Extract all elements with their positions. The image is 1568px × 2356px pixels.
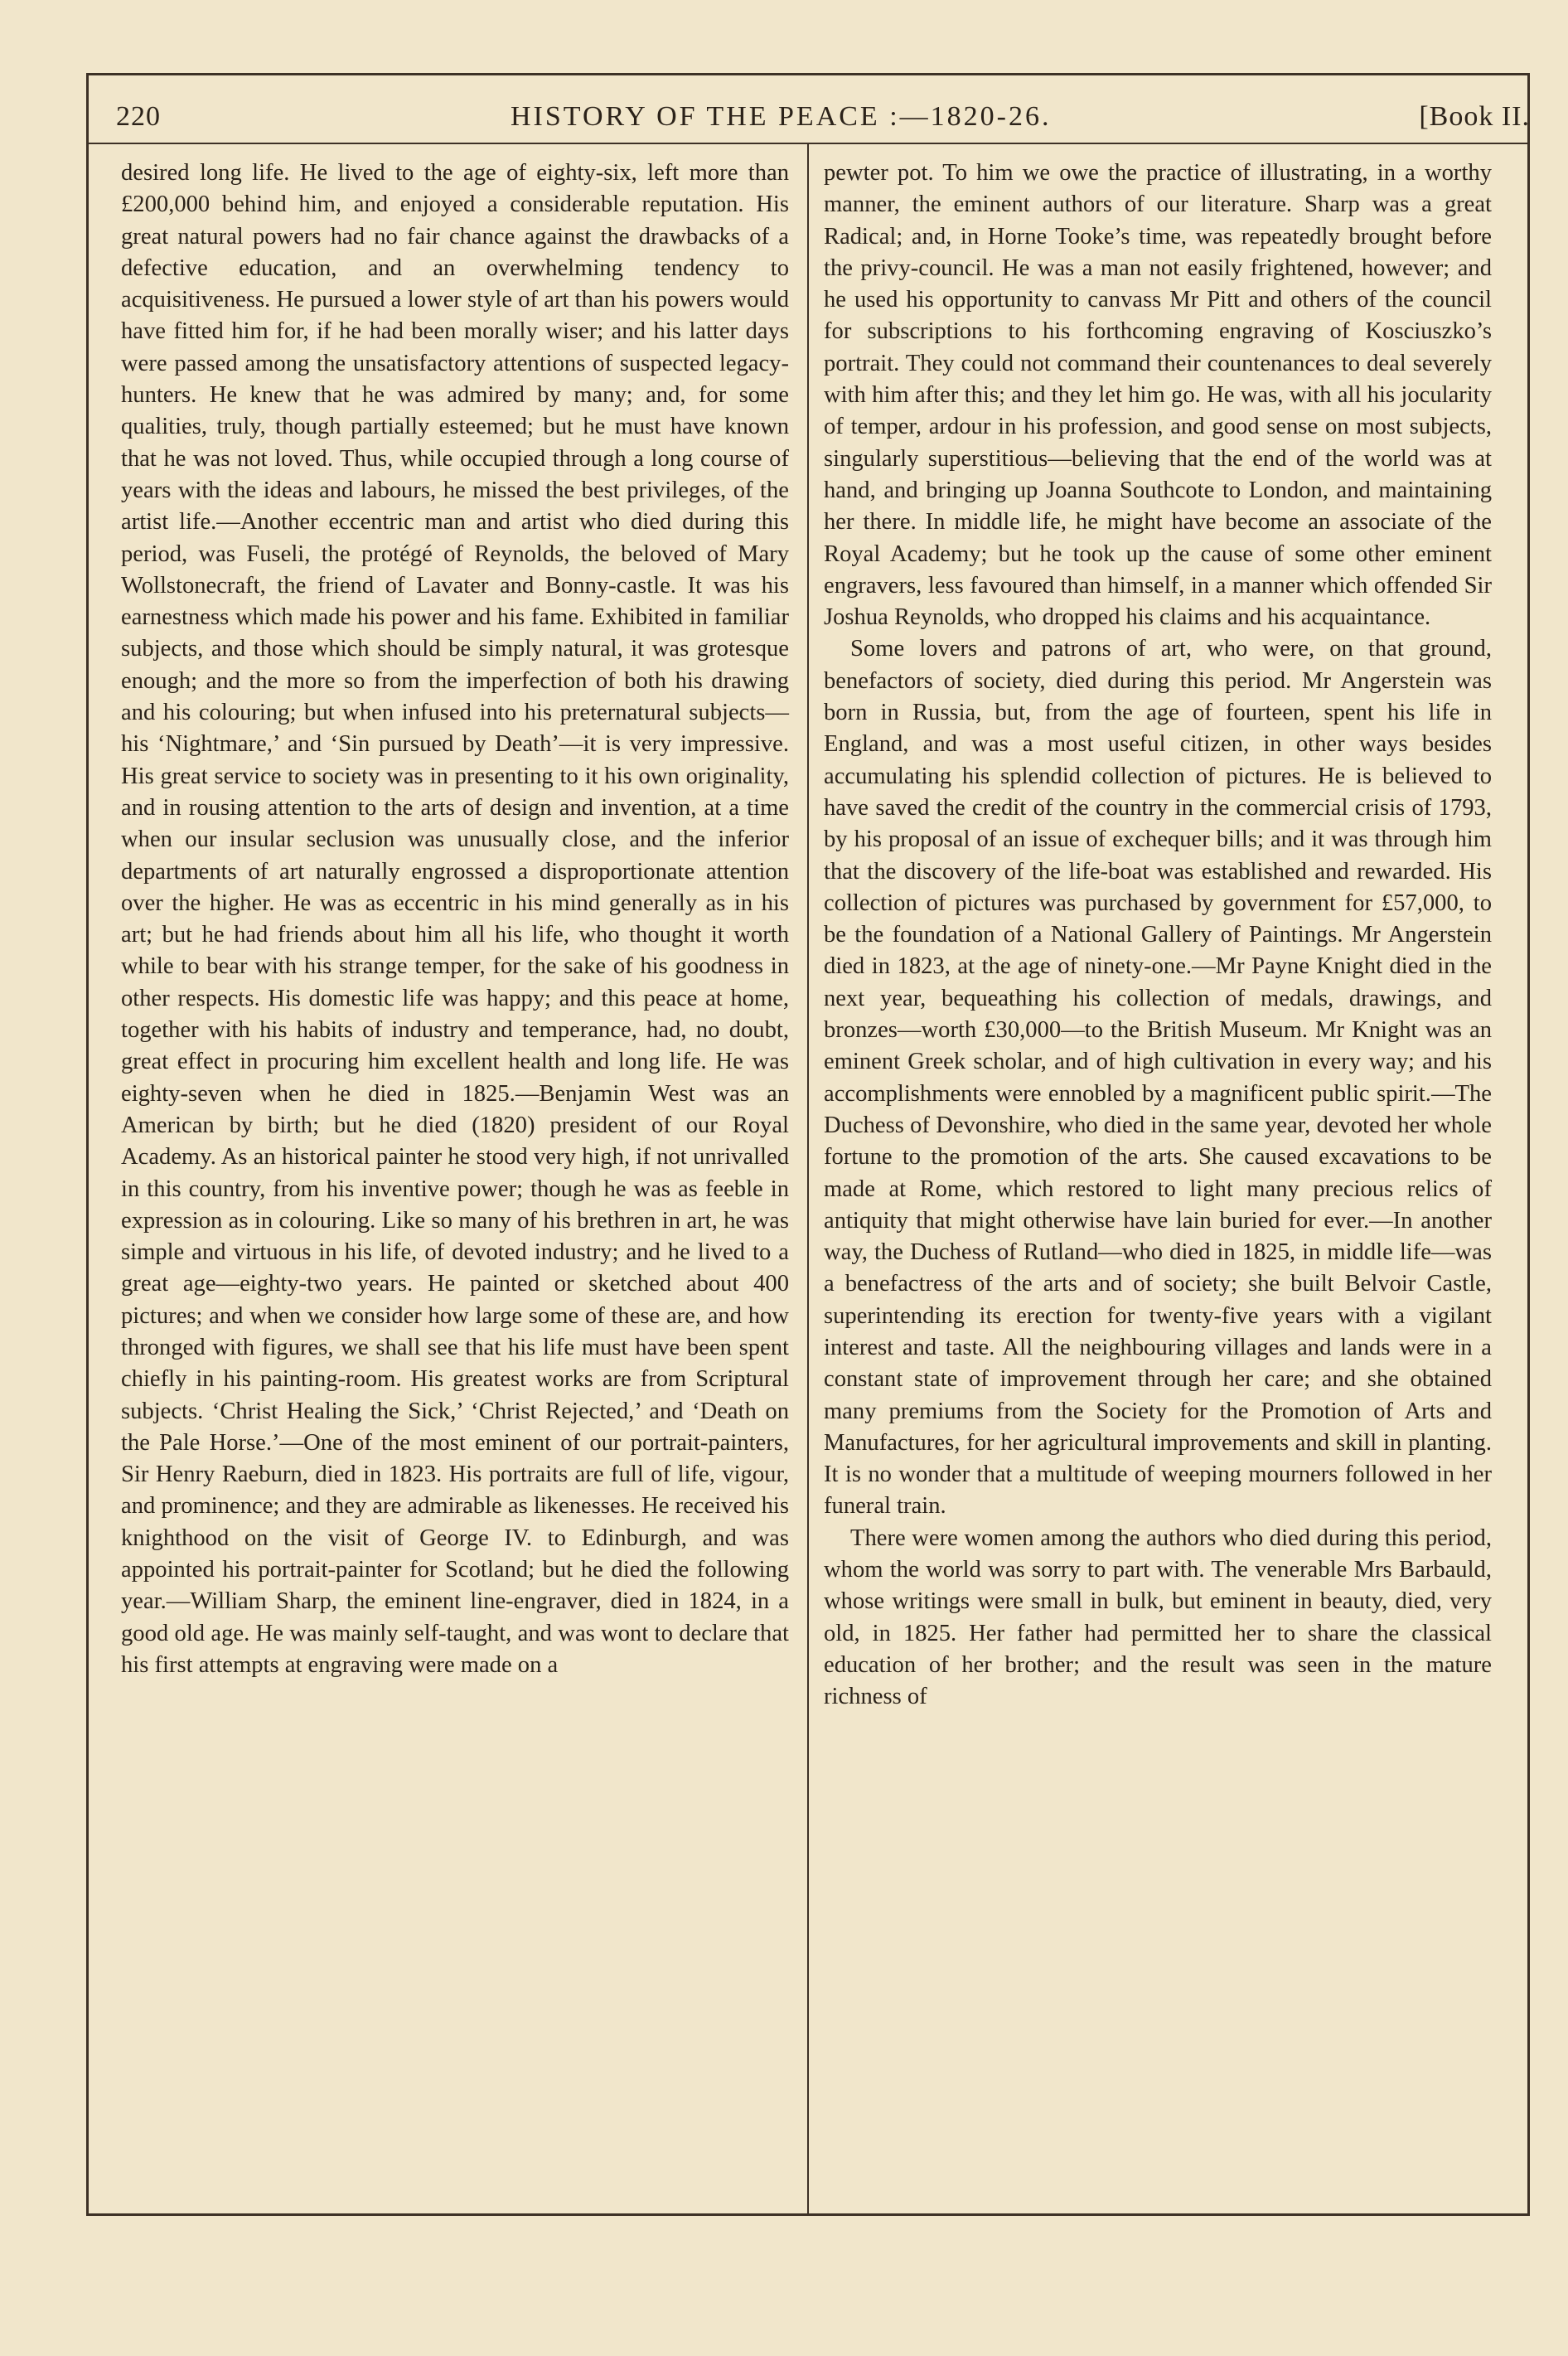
right-paragraph-3: There were women among the authors who died during this period, whom the world was sorry to part with. The venerable Mrs Barbauld, whose writings were small in bulk, but eminent in beauty, died, very old, in 1825. Her father had permitted her to share the classical education of her brother; and the result was seen in the mature richness of: [824, 1525, 1492, 1710]
left-paragraph-1: desired long life. He lived to the age of eighty-six, left more than £200,000 behind him, and enjoyed a considerable reputation. His great natural powers had no fair chance against the drawbacks of a defective education, and an overwhelming tendency to acquisitiveness. He pursued a lower style of art than his powers would have fitted him for, if he had been morally wiser; and his latter days were passed among the unsatisfactory attentions of suspected legacy-hunters. He knew that he was admired by many; and, for some qualities, truly, though partially esteemed; but he must have known that he was not loved. Thus, while occupied through a long course of years with the ideas and labours, he missed the best privileges, of the artist life.—Another eccentric man and artist who died during this period, was Fuseli, the protégé of Reynolds, the beloved of Mary Wollstonecraft, the friend of Lavater and Bonny-castle. It was his earnestness which made his power and his fame. Exhibited in familiar subjects, and those which should be simply natural, it was grotesque enough; and the more so from the imperfection of both his drawing and his colouring; but when infused into his preternatural subjects—his ‘Nightmare,’ and ‘Sin pursued by Death’—it is very impressive. His great service to society was in presenting to it his own originality, and in rousing attention to the arts of design and invention, at a time when our insular seclusion was unusually close, and the inferior departments of art naturally engrossed a disproportionate attention over the higher. He was as eccentric in his mind generally as in his art; but he had friends about him all his life, who thought it worth while to bear with his strange temper, for the sake of his goodness in other respects. His domestic life was happy; and this peace at home, together with his habits of industry and temperance, had, no doubt, great effect in procuring him excellent health and long life. He was eighty-seven when he died in 1825.—Benjamin West was an American by birth; but he died (1820) president of our Royal Academy. As an historical painter he stood very high, if not unrivalled in this country, from his inventive power; though he was as feeble in expression as in colouring. Like so many of his brethren in art, he was simple and virtuous in his life, of devoted industry; and he lived to a great age—eighty-two years. He painted or sketched about 400 pictures; and when we consider how large some of these are, and how thronged with figures, we shall see that his life must have been spent chiefly in his painting-room. His greatest works are from Scriptural subjects. ‘Christ Healing the Sick,’ ‘Christ Rejected,’ and ‘Death on the Pale Horse.’—One of the most eminent of our portrait-painters, Sir Henry Raeburn, died in 1823. His portraits are full of life, vigour, and prominence; and they are admirable as likenesses. He received his knighthood on the visit of George IV. to Edinburgh, and was appointed his portrait-painter for Scotland; but he died the following year.—William Sharp, the eminent line-engraver, died in 1824, in a good old age. He was mainly self-taught, and was wont to declare that his first attempts at engraving were made on a: [121, 160, 789, 1678]
right-paragraph-2: Some lovers and patrons of art, who were, on that ground, benefactors of society, died during this period. Mr Angerstein was born in Russia, but, from the age of fourteen, spent his life in England, and was a most useful citizen, in other ways besides accumulating his splendid collection of pictures. He is believed to have saved the credit of the country in the commercial crisis of 1793, by his proposal of an issue of exchequer bills; and it was through him that the discovery of the life-boat was established and rewarded. His collection of pictures was purchased by government for £57,000, to be the foundation of a National Gallery of Paintings. Mr Angerstein died in 1823, at the age of ninety-one.—Mr Payne Knight died in the next year, bequeathing his collection of medals, drawings, and bronzes—worth £30,000—to the British Museum. Mr Knight was an eminent Greek scholar, and of high cultivation in every way; and his accomplishments were ennobled by a magnificent public spirit.—The Duchess of Devonshire, who died in the same year, devoted her whole fortune to the promotion of the arts. She caused excavations to be made at Rome, which restored to light many precious relics of antiquity that might otherwise have lain buried for ever.—In another way, the Duchess of Rutland—who died in 1825, in middle life—was a benefactress of the arts and of society; she built Belvoir Castle, superintending its erection for twenty-five years with a vigilant interest and taste. All the neighbouring villages and lands were in a constant state of improvement through her care; and she obtained many premiums from the Society for the Promotion of Arts and Manufactures, for her agricultural improvements and skill in planting. It is no wonder that a multitude of weeping mourners followed in her funeral train.: [824, 636, 1492, 1520]
column-divider: [807, 143, 809, 2216]
page-number: 220: [116, 101, 161, 132]
running-header: [113, 93, 1533, 143]
right-paragraph-1: pewter pot. To him we owe the practice of illustrating, in a worthy manner, the eminent authors of our literature. Sharp was a great Radical; and, in Horne Tooke’s time, was repeatedly brought before the privy-council. He was a man not easily frightened, however; and he used his opportunity to canvass Mr Pitt and others of the council for subscriptions to his forthcoming engraving of Kosciuszko’s portrait. They could not command their countenances to deal severely with him after this; and they let him go. He was, with all his jocularity of temper, ardour in his profession, and good sense on most subjects, singularly superstitious—believing that the end of the world was at hand, and bringing up Joanna Southcote to London, and maintaining her there. In middle life, he might have become an associate of the Royal Academy; but he took up the cause of some other eminent engravers, less favoured than himself, in a manner which offended Sir Joshua Reynolds, who dropped his claims and his acquaintance.: [824, 160, 1492, 631]
running-title: HISTORY OF THE PEACE :—1820-26.: [511, 101, 1052, 132]
right-column: [824, 158, 1492, 1714]
left-column: [121, 158, 789, 1681]
book-label: [Book II.: [1419, 101, 1530, 132]
